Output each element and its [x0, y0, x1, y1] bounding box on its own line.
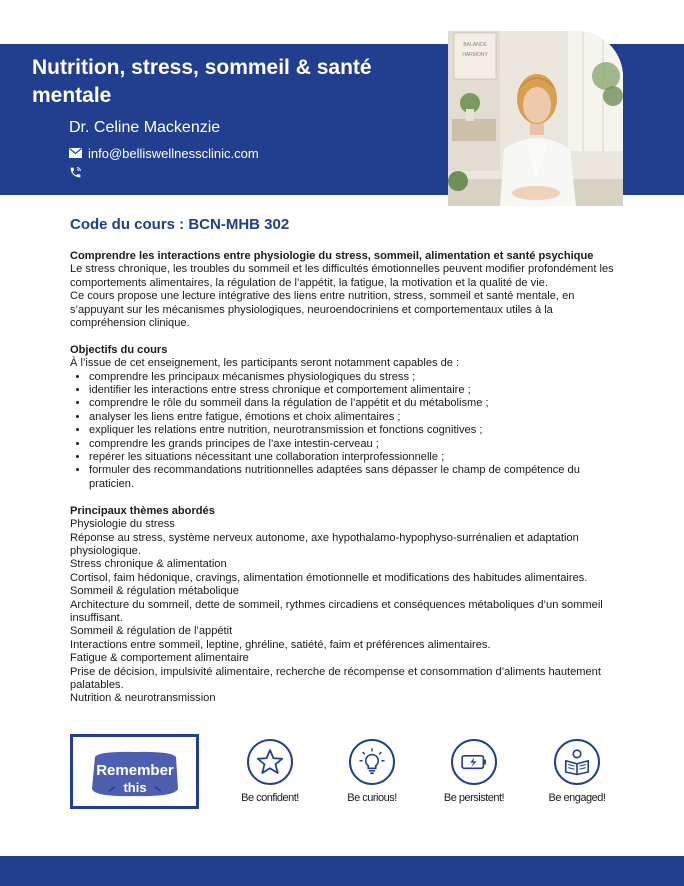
- badge-engaged: [532, 739, 622, 804]
- battery-charging-icon: [451, 739, 497, 785]
- objectives-intro: À l’issue de cet enseignement, les participants seront notamment capables de :: [70, 357, 460, 370]
- theme-description: Prise de décision, impulsivité alimentaire, recherche de récompense et consommation d’aliments hautement palatables.: [70, 665, 601, 691]
- theme-description: Architecture du sommeil, dette de sommeil, rythmes circadiens et conséquences métaboliques d’un sommeil insuffisant.: [70, 598, 603, 624]
- badge-curious: [327, 739, 417, 804]
- list-item: • comprendre le rôle du sommeil dans la régulation de l’appétit et du métabolisme ;: [89, 397, 615, 410]
- list-item: • expliquer les relations entre nutrition, neurotransmission et fonctions cognitives ;: [89, 424, 615, 437]
- svg-text:HARMONY: HARMONY: [462, 52, 488, 58]
- email-row[interactable]: [69, 146, 259, 161]
- theme-description: Réponse au stress, système nerveux autonome, axe hypothalamo-hypophyso-surrénalien et adaptation physiologique.: [70, 531, 579, 557]
- remember-this-logo: [70, 734, 199, 809]
- phone-icon: [69, 166, 82, 183]
- star-icon: [247, 739, 293, 785]
- course-code: Code du cours : BCN-MHB 302: [70, 216, 290, 233]
- theme-title: Nutrition & neurotransmission: [70, 692, 216, 705]
- badge-persistent: [429, 739, 519, 804]
- theme-title: Sommeil & régulation métabolique: [70, 585, 239, 598]
- author-photo: [448, 31, 623, 206]
- badge-label: Be curious!: [347, 792, 397, 804]
- theme-title: Physiologie du stress: [70, 518, 175, 531]
- svg-text:BALANCE: BALANCE: [463, 42, 487, 48]
- course-content: [70, 216, 615, 706]
- footer-badges: [70, 734, 630, 814]
- intro-paragraph-1: Le stress chronique, les troubles du sommeil et les difficultés émotionnelles peuvent modifier profondément les comportements alimentaires, la régulation de l’appétit, la fatigue, la motivation et la qualité de vie.: [70, 263, 614, 289]
- phone-row[interactable]: [69, 166, 82, 184]
- page-title: Nutrition, stress, sommeil & santé mentale: [32, 56, 372, 107]
- bottom-band: [0, 856, 684, 886]
- lightbulb-icon: [349, 739, 395, 785]
- email-link[interactable]: info@belliswellnessclinic.com: [88, 146, 259, 161]
- badge-label: Be engaged!: [548, 792, 606, 804]
- intro-paragraph-2: Ce cours propose une lecture intégrative des liens entre nutrition, stress, sommeil et santé mentale, en s’appuyant sur les mécanismes physiologiques, neuroendocriniens et comportementaux utiles à la compréhension clinique.: [70, 290, 575, 330]
- objectives-list: [70, 371, 615, 492]
- theme-title: Stress chronique & alimentation: [70, 558, 227, 571]
- list-item: • comprendre les grands principes de l’axe intestin-cerveau ;: [89, 438, 615, 451]
- badge-confident: [225, 739, 315, 804]
- theme-description: Cortisol, faim hédonique, cravings, alimentation émotionnelle et modifications des habitudes alimentaires.: [70, 571, 588, 584]
- list-item: • formuler des recommandations nutritionnelles adaptées sans dépasser le champ de compétence du praticien.: [89, 464, 615, 491]
- badge-label: Be confident!: [241, 792, 299, 804]
- theme-description: Interactions entre sommeil, leptine, ghréline, satiété, faim et préférences alimentaires.: [70, 638, 491, 651]
- list-item: • comprendre les principaux mécanismes physiologiques du stress ;: [89, 371, 615, 384]
- badge-label: Be persistent!: [443, 792, 505, 804]
- remember-line-2: this: [123, 780, 147, 795]
- reading-person-icon: [554, 739, 600, 785]
- themes-heading: Principaux thèmes abordés: [70, 504, 215, 517]
- remember-line-1: Remember: [96, 762, 174, 779]
- list-item: • repérer les situations nécessitant une collaboration interprofessionnelle ;: [89, 451, 615, 464]
- objectives-heading: Objectifs du cours: [70, 343, 168, 356]
- intro-heading: Comprendre les interactions entre physiologie du stress, sommeil, alimentation et santé psychique: [70, 250, 594, 262]
- list-item: • analyser les liens entre fatigue, émotions et choix alimentaires ;: [89, 411, 615, 424]
- theme-title: Sommeil & régulation de l’appétit: [70, 625, 233, 638]
- author-name: Dr. Celine Mackenzie: [69, 119, 221, 136]
- theme-title: Fatigue & comportement alimentaire: [70, 652, 249, 665]
- envelope-icon: [69, 146, 82, 161]
- list-item: • identifier les interactions entre stress chronique et comportement alimentaire ;: [89, 384, 615, 397]
